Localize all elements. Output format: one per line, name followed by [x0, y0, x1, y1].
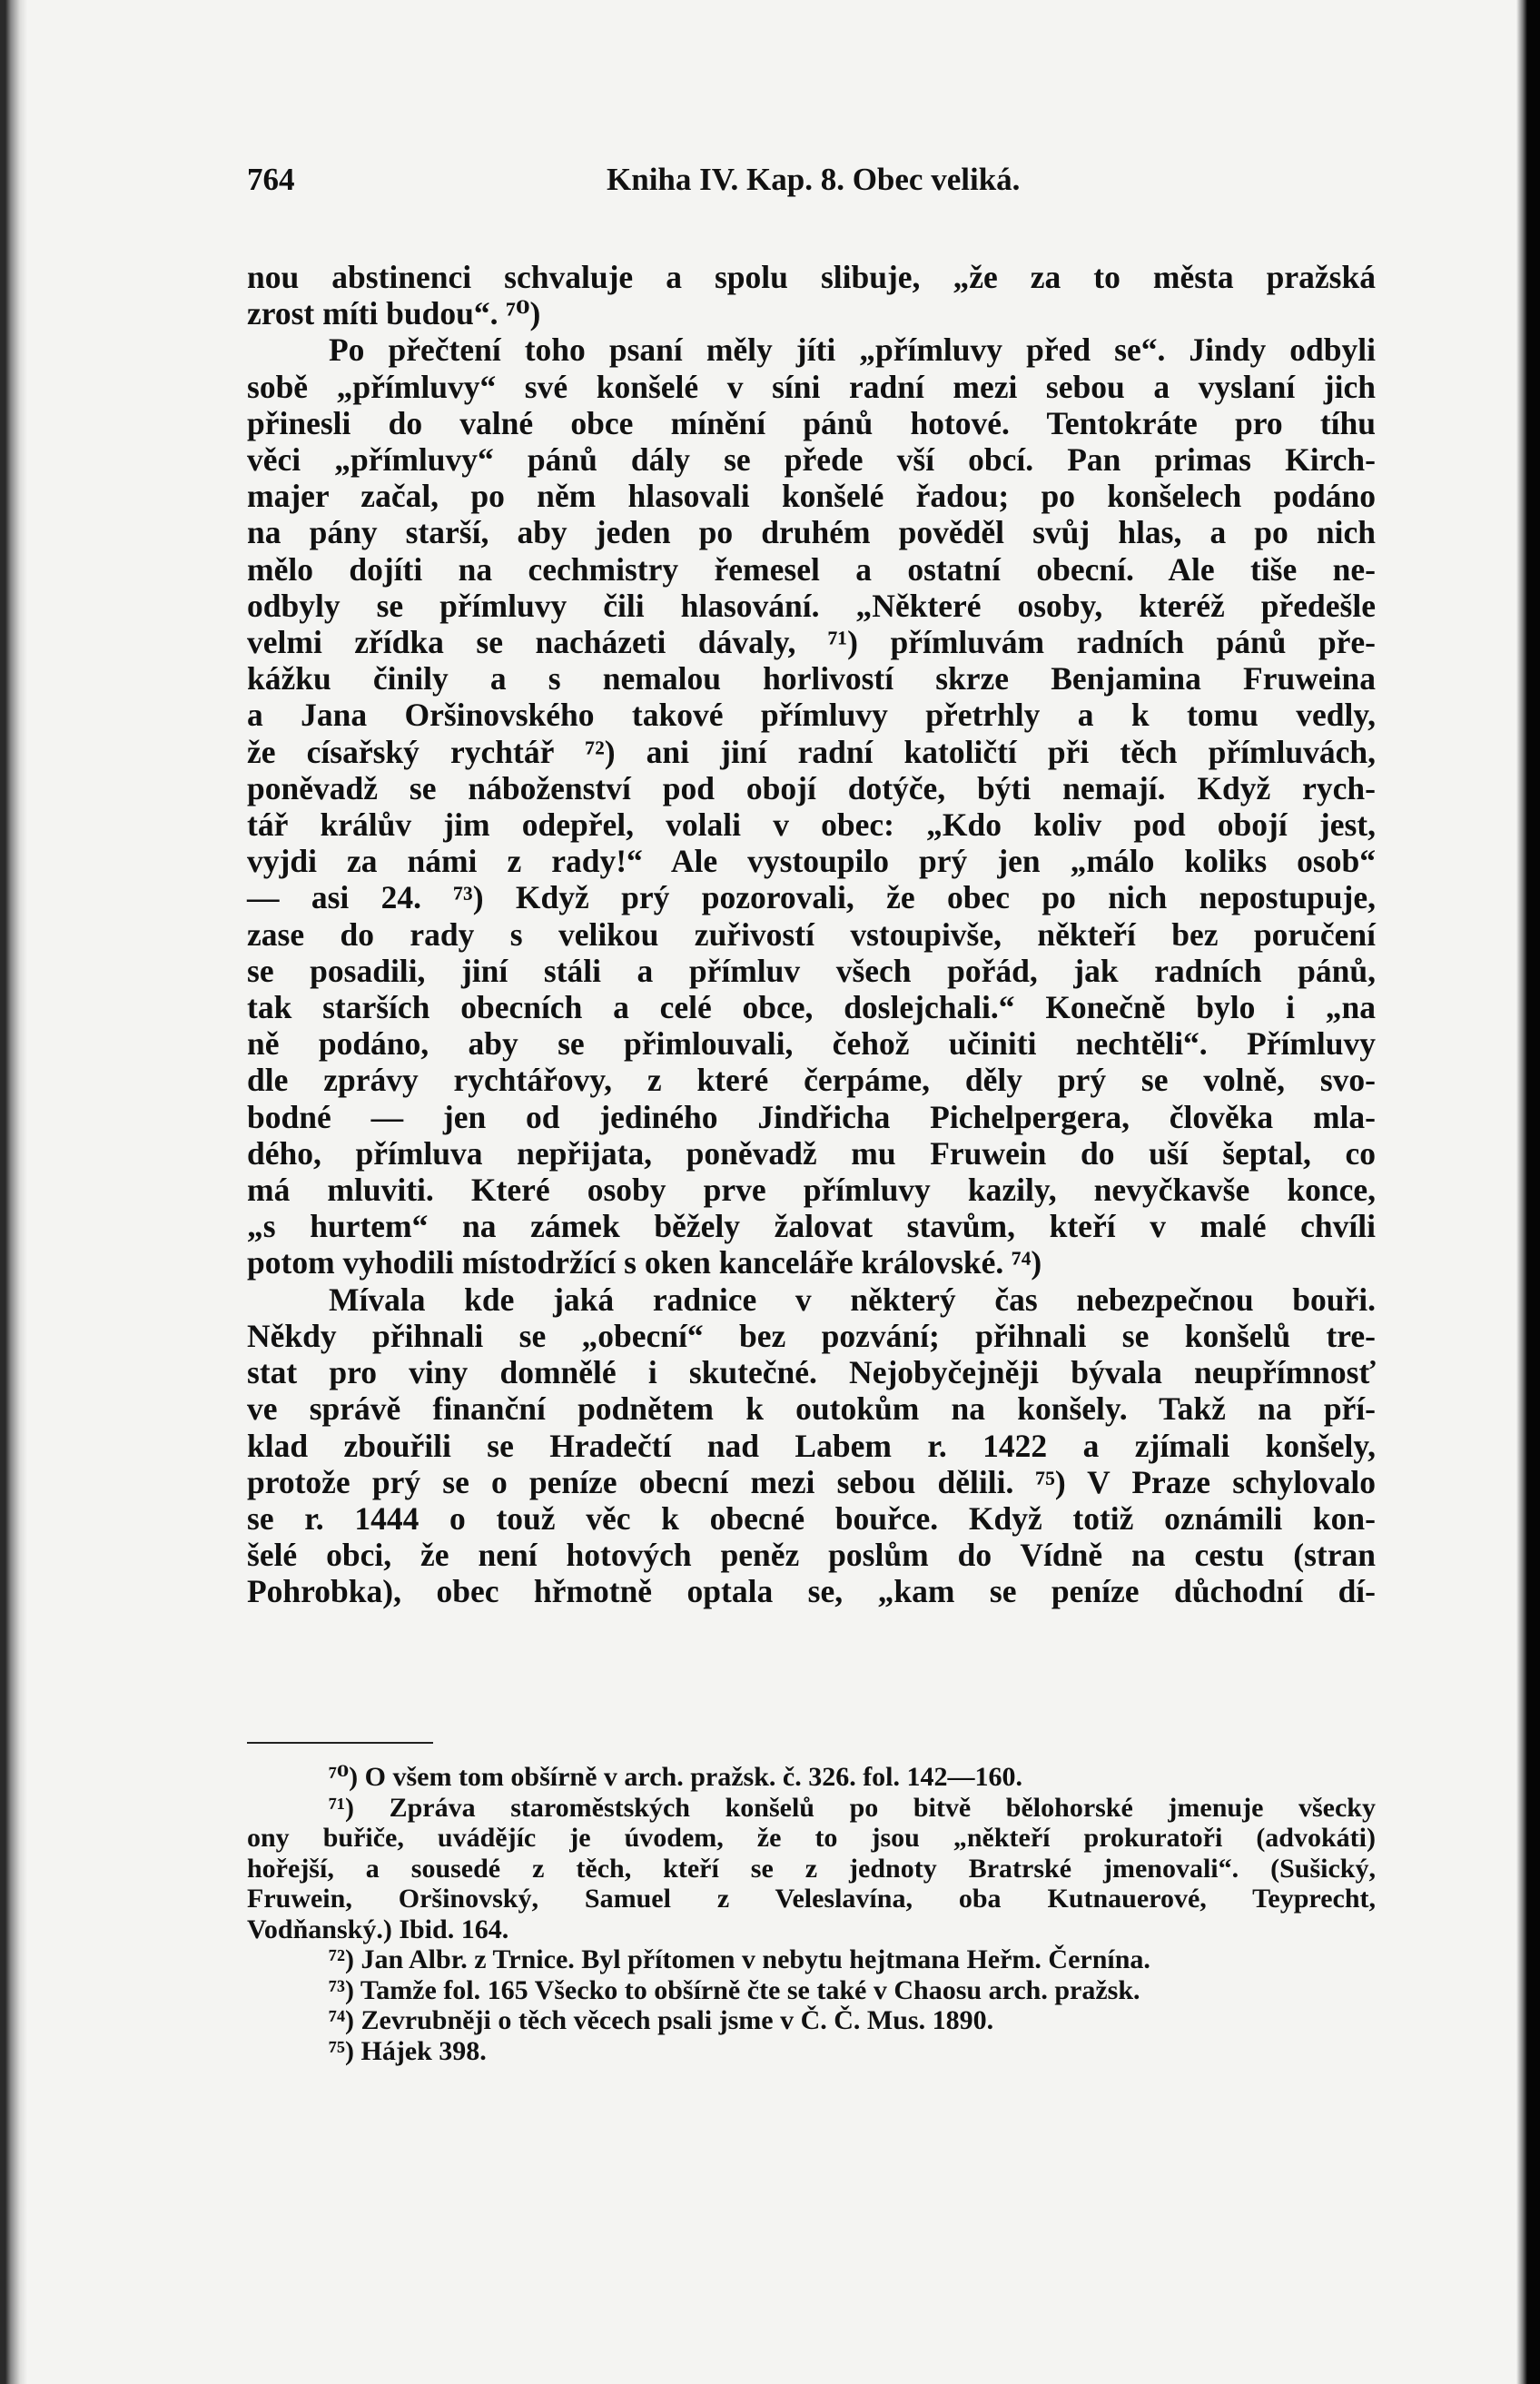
text-line: šelé obci, že není hotových peněz poslům do Vídně na cestu (stran [247, 1537, 1376, 1574]
text-line: ně podáno, aby se přimlouvali, čehož učiniti nechtěli“. Přímluvy [247, 1025, 1376, 1063]
text-line: má mluviti. Které osoby prve přímluvy kazily, nevyčkavše konce, [247, 1172, 1376, 1209]
footnote-73 [247, 1975, 1376, 2006]
text-line: odbyly se přímluvy čili hlasování. „Některé osoby, kteréž předešle [247, 587, 1376, 624]
text-line: protože prý se o peníze obecní mezi sebou dělili. ⁷⁵) V Praze schylovalo [247, 1463, 1376, 1500]
running-head: Kniha IV. Kap. 8. Obec veliká. [607, 162, 1021, 197]
footnote-74 [247, 2005, 1376, 2036]
text-line: věci „přímluvy“ pánů dály se přede vší obcí. Pan primas Kirch- [247, 441, 1376, 479]
paragraph-3 [247, 1281, 1376, 1610]
footnote-line: ⁷⁰) O všem tom obšírně v arch. pražsk. č. 326. fol. 142—160. [329, 1762, 1023, 1792]
text-line: přinesli do valné obce mínění pánů hotové. Tentokráte pro tíhu [247, 404, 1376, 441]
footnote-line: ⁷²) Jan Albr. z Trnice. Byl přítomen v nebytu hejtmana Heřm. Černína. [329, 1944, 1150, 1974]
scan-edge-left [0, 0, 27, 2384]
text-line: Pohrobka), obec hřmotně optala se, „kam se peníze důchodní dí- [247, 1573, 1376, 1610]
text-line: — asi 24. ⁷³) Když prý pozorovali, že obec po nich nepostupuje, [247, 879, 1376, 916]
text-line: tář králův jim odepřel, volali v obec: „Kdo koliv pod obojí jest, [247, 806, 1376, 844]
text-line: zrost míti budou“. ⁷⁰) [247, 295, 541, 332]
footnote-line: Fruwein, Oršinovský, Samuel z Veleslavína, oba Kutnauerové, Teyprecht, [247, 1884, 1376, 1914]
text-line: potom vyhodili místodržící s oken kanceláře královské. ⁷⁴) [247, 1244, 1042, 1281]
text-line: „s hurtem“ na zámek běžely žalovat stavům, kteří v malé chvíli [247, 1208, 1376, 1245]
text-line: a Jana Oršinovského takové přímluvy přetrhly a k tomu vedly, [247, 697, 1376, 734]
text-line: sobě „přímluvy“ své konšelé v síni radní mezi sebou a vyslaní jich [247, 368, 1376, 405]
footnote-line: ⁷⁵) Hájek 398. [329, 2035, 487, 2066]
footnote-line: ⁷¹) Zpráva staroměstských konšelů po bitvě bělohorské jmenuje všecky [329, 1792, 1376, 1823]
paragraph-2 [247, 331, 1376, 1281]
footnote-75 [247, 2036, 1376, 2067]
footnote-72 [247, 1944, 1376, 1975]
footnote-70 [247, 1762, 1376, 1793]
text-line: bodné — jen od jediného Jindřicha Pichelpergera, člověka mla- [247, 1098, 1376, 1135]
paragraph-1 [247, 259, 1376, 331]
text-line: že císařský rychtář ⁷²) ani jiní radní katoličtí při těch přímluvách, [247, 733, 1376, 770]
footnote-71 [247, 1793, 1376, 1945]
text-line: se r. 1444 o touž věc k obecné bouřce. Když totiž oznámili kon- [247, 1499, 1376, 1537]
text-line: ve správě finanční podnětem k outokům na konšely. Takž na pří- [247, 1390, 1376, 1428]
footnote-line: Vodňanský.) Ibid. 164. [247, 1914, 509, 1944]
footnote-line: hořejší, a sousedé z těch, kteří se z jednoty Bratrské jmenovali“. (Sušický, [247, 1853, 1376, 1884]
page-header [247, 162, 1376, 207]
text-line: mělo dojíti na cechmistry řemesel a ostatní obecní. Ale tiše ne- [247, 550, 1376, 588]
text-line: Někdy přihnali se „obecní“ bez pozvání; přihnali se konšelů tre- [247, 1317, 1376, 1354]
text-line: dého, přímluva nepřijata, poněvadž mu Fruwein do uší šeptal, co [247, 1134, 1376, 1172]
footnote-line: ony buřiče, uvádějíc je úvodem, že to jsou „někteří prokuratoři (advokáti) [247, 1823, 1376, 1853]
text-line: Mívala kde jaká radnice v některý čas nebezpečnou bouři. [329, 1281, 1376, 1318]
text-line: zase do rady s velikou zuřivostí vstoupivše, někteří bez poručení [247, 915, 1376, 953]
body-text [247, 259, 1376, 1610]
scan-edge-right [1516, 0, 1540, 2384]
text-line: tak starších obecních a celé obce, doslejchali.“ Konečně bylo i „na [247, 989, 1376, 1026]
text-line: na pány starší, aby jeden po druhém pověděl svůj hlas, a po nich [247, 514, 1376, 551]
text-line: velmi zřídka se nacházeti dávaly, ⁷¹) přímluvám radních pánů pře- [247, 624, 1376, 661]
footnote-rule [247, 1742, 433, 1744]
text-line: se posadili, jiní stáli a přímluv všech pořád, jak radních pánů, [247, 952, 1376, 989]
text-line: stat pro viny domnělé i skutečné. Nejobyčejněji bývala neupřímnosť [247, 1354, 1376, 1391]
footnote-line: ⁷⁴) Zevrubněji o těch věcech psali jsme v Č. Č. Mus. 1890. [329, 2005, 994, 2035]
text-line: dle zprávy rychtářovy, z které čerpáme, děly prý se volně, svo- [247, 1062, 1376, 1099]
footnotes [247, 1762, 1376, 2066]
text-line: nou abstinenci schvaluje a spolu slibuje, „že za to města pražská [247, 259, 1376, 295]
page-number: 764 [247, 162, 295, 197]
text-line: poněvadž se náboženství pod obojí dotýče, býti nemají. Když rych- [247, 769, 1376, 806]
text-line: Po přečtení toho psaní měly jíti „přímluvy před se“. Jindy odbyli [329, 331, 1376, 369]
footnote-line: ⁷³) Tamže fol. 165 Všecko to obšírně čte se také v Chaosu arch. pražsk. [329, 1974, 1140, 2005]
text-line: vyjdi za námi z rady!“ Ale vystoupilo prý jen „málo koliks osob“ [247, 843, 1376, 880]
text-line: kážku činily a s nemalou horlivostí skrze Benjamina Fruweina [247, 660, 1376, 697]
text-line: majer začal, po něm hlasovali konšelé řadou; po konšelech podáno [247, 478, 1376, 515]
text-line: klad zbouřili se Hradečtí nad Labem r. 1422 a zjímali konšely, [247, 1427, 1376, 1464]
